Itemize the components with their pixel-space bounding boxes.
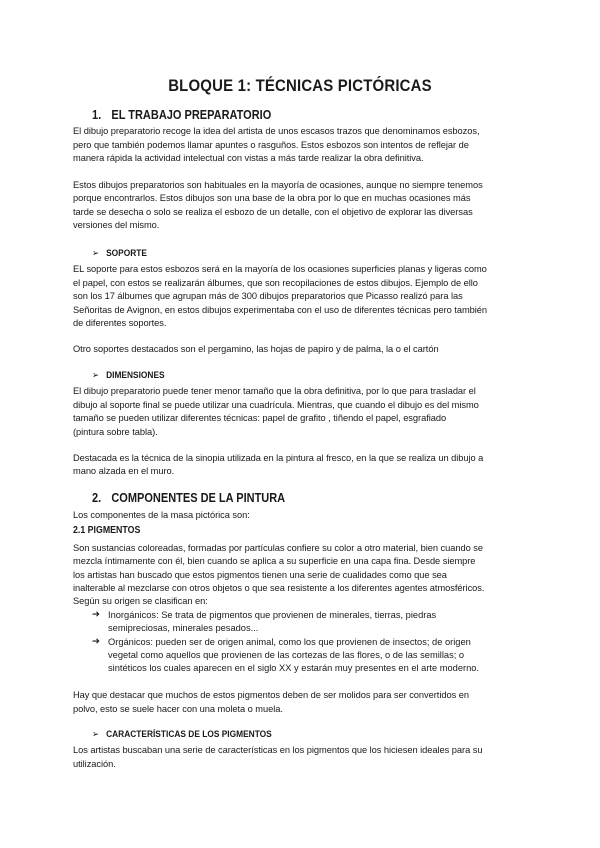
paragraph-line: Según su origen se clasifican en:	[73, 596, 208, 606]
section-heading-componentes	[92, 491, 285, 505]
arrow-bullet-icon: ➔	[92, 609, 100, 620]
subheading-caracteristicas	[92, 729, 272, 740]
paragraph-line: el papel, con estos se realizarán álbumes, que son recopilaciones de estos dibujos. Ejemplo de ello	[73, 278, 478, 288]
paragraph-line: tarde se desecha o solo se realiza el esbozo de un detalle, con el objetivo de explorar las diversas	[73, 207, 473, 217]
paragraph-line: utilización.	[73, 759, 116, 769]
paragraph-line: El dibujo preparatorio recoge la idea del artista de unos escasos trazos que denominamos esbozos,	[73, 126, 480, 136]
subheading-pigmentos: 2.1 PIGMENTOS	[73, 525, 141, 536]
paragraph-line: versiones del mismo.	[73, 220, 160, 230]
paragraph-line: (pintura sobre tabla).	[73, 427, 158, 437]
subheading-label: CARACTERÍSTICAS DE LOS PIGMENTOS	[106, 729, 272, 740]
bullet-line: vegetal como aquellos que provienen de las cortezas de las flores, o de las semillas; o	[108, 650, 465, 660]
paragraph-line: Hay que destacar que muchos de estos pigmentos deben de ser molidos para ser convertidos en	[73, 690, 469, 700]
paragraph-line: Los artistas buscaban una serie de características en los pigmentos que los hiciesen ideales para su	[73, 745, 483, 755]
section-heading-trabajo-preparatorio	[92, 108, 271, 122]
paragraph-line: manera rápida la actividad intelectual con vistas a más tarde realizar la obra definitiva.	[73, 153, 424, 163]
paragraph-line: Otro soportes destacados son el pergamino, las hojas de papiro y de palma, la o el cartón	[73, 344, 439, 354]
arrow-bullet-icon: ➔	[92, 636, 100, 647]
paragraph-line: EL soporte para estos esbozos será en la mayoría de los ocasiones superficies planas y ligeras como	[73, 264, 487, 274]
bullet-line: semipreciosas, minerales pesados...	[108, 623, 259, 633]
paragraph-line: de diferentes soportes.	[73, 318, 167, 328]
paragraph-line: pero que también podemos llamar apuntes o rasguños. Estos esbozos son intentos de reflejar de	[73, 140, 469, 150]
bullet-line: Orgánicos: pueden ser de origen animal, como los que provienen de insectos; de origen	[108, 637, 471, 647]
paragraph-line: inalterable al mezclarse con otros objetos o que sea resistente a los diferentes agentes atmosféricos.	[73, 583, 485, 593]
paragraph-line: Los componentes de la masa pictórica son:	[73, 510, 250, 520]
paragraph-line: los artistas han buscado que estos pigmentos tienen una serie de cualidades como que sea	[73, 570, 447, 580]
arrowhead-bullet-icon: ➢	[92, 729, 100, 740]
paragraph-line: tamaño se pueden utilizar diferentes técnicas: papel de grafito , tiñendo el papel, esgrafiado	[73, 413, 447, 423]
section-number: 2.	[92, 491, 102, 505]
paragraph-line: El dibujo preparatorio puede tener menor tamaño que la obra definitiva, por lo que para trasladar el	[73, 386, 476, 396]
paragraph-line: mano alzada en el muro.	[73, 466, 175, 476]
subheading-soporte	[92, 248, 147, 259]
subheading-dimensiones	[92, 370, 165, 381]
paragraph-line: son los 17 álbumes que agrupan más de 300 dibujos preparatorios que Picasso realizó para las	[73, 291, 463, 301]
subheading-label: SOPORTE	[106, 248, 147, 259]
section-number: 1.	[92, 108, 102, 122]
arrowhead-bullet-icon: ➢	[92, 248, 100, 259]
subheading-label: DIMENSIONES	[106, 370, 165, 381]
paragraph-line: Señoritas de Avignon, en estos dibujos experimentaba con el uso de diferentes técnicas pero también	[73, 305, 488, 315]
bullet-line: Inorgánicos: Se trata de pigmentos que provienen de minerales, tierras, piedras	[108, 610, 437, 620]
paragraph-line: Estos dibujos preparatorios son habituales en la mayoría de ocasiones, aunque no siempre tenemos	[73, 180, 483, 190]
section-title: EL TRABAJO PREPARATORIO	[111, 108, 272, 122]
section-title: COMPONENTES DE LA PINTURA	[111, 491, 286, 505]
paragraph-line: Destacada es la técnica de la sinopia utilizada en la pintura al fresco, en la que se realiza un dibujo a	[73, 453, 484, 463]
paragraph-line: mezcla íntimamente con él, bien cuando se aplica a su superficie en una capa fina. Desde siempre	[73, 556, 476, 566]
bullet-line: sintéticos los cuales aparecen en el siglo XX y estarán muy presentes en el arte moderno.	[108, 663, 480, 673]
paragraph-line: porque encontrarlos. Estos dibujos son una base de la obra por lo que en muchas ocasiones más	[73, 193, 471, 203]
paragraph-line: polvo, esto se suele hacer con una moleta o muela.	[73, 704, 283, 714]
arrowhead-bullet-icon: ➢	[92, 370, 100, 381]
paragraph-line: Son sustancias coloreadas, formadas por partículas confiere su color a otro material, bien cuando se	[73, 543, 483, 553]
page-title: BLOQUE 1: TÉCNICAS PICTÓRICAS	[168, 76, 432, 95]
paragraph-line: dibujo al soporte final se puede utilizar una cuadrícula. Mientras, que cuando el dibujo es del mismo	[73, 400, 479, 410]
